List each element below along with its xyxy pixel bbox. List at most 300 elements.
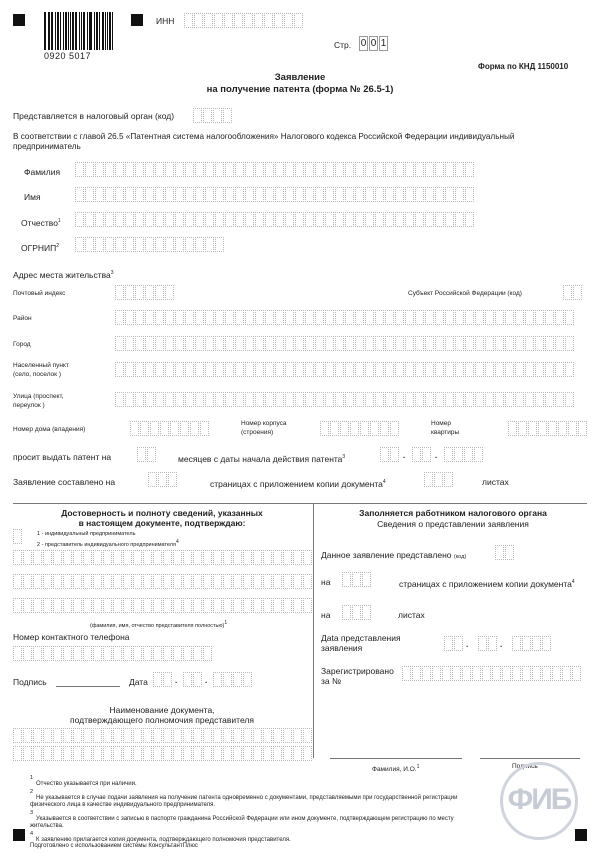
- entry-cell[interactable]: [225, 212, 234, 227]
- entry-cell[interactable]: [245, 310, 254, 325]
- entry-cell[interactable]: [243, 550, 252, 565]
- entry-cell[interactable]: [442, 666, 451, 681]
- entry-cell[interactable]: [215, 237, 224, 252]
- entry-cell[interactable]: [33, 550, 42, 565]
- entry-cell[interactable]: [303, 550, 312, 565]
- entry-cell[interactable]: [73, 550, 82, 565]
- entry-cell[interactable]: [283, 550, 292, 565]
- entry-cell[interactable]: [445, 162, 454, 177]
- entry-cell[interactable]: [273, 728, 282, 743]
- entry-cell[interactable]: [223, 574, 232, 589]
- entry-cell[interactable]: [303, 574, 312, 589]
- entry-cell[interactable]: [125, 392, 134, 407]
- entry-cell[interactable]: [103, 598, 112, 613]
- representative-fio-cells-3[interactable]: [13, 598, 313, 613]
- entry-cell[interactable]: [185, 162, 194, 177]
- entry-cell[interactable]: [528, 421, 537, 436]
- entry-cell[interactable]: [285, 162, 294, 177]
- entry-cell[interactable]: [455, 362, 464, 377]
- entry-cell[interactable]: [163, 574, 172, 589]
- entry-cell[interactable]: [295, 187, 304, 202]
- entry-cell[interactable]: [215, 362, 224, 377]
- entry-cell[interactable]: [225, 187, 234, 202]
- entry-cell[interactable]: [165, 237, 174, 252]
- entry-cell[interactable]: [185, 392, 194, 407]
- entry-cell[interactable]: [193, 598, 202, 613]
- entry-cell[interactable]: [195, 392, 204, 407]
- entry-cell[interactable]: [495, 392, 504, 407]
- entry-cell[interactable]: [345, 187, 354, 202]
- entry-cell[interactable]: [153, 646, 162, 661]
- submission-date-month-cells[interactable]: [478, 636, 498, 651]
- entry-cell[interactable]: [512, 666, 521, 681]
- entry-cell[interactable]: [435, 362, 444, 377]
- entry-cell[interactable]: [352, 572, 361, 587]
- entry-cell[interactable]: [193, 746, 202, 761]
- entry-cell[interactable]: [135, 237, 144, 252]
- entry-cell[interactable]: [385, 362, 394, 377]
- entry-cell[interactable]: [245, 212, 254, 227]
- entry-cell[interactable]: [214, 13, 223, 28]
- sheets-cells[interactable]: [424, 472, 454, 487]
- entry-cell[interactable]: [145, 336, 154, 351]
- entry-cell[interactable]: [213, 728, 222, 743]
- entry-cell[interactable]: [203, 728, 212, 743]
- entry-cell[interactable]: [335, 310, 344, 325]
- entry-cell[interactable]: [63, 728, 72, 743]
- entry-cell[interactable]: [225, 336, 234, 351]
- city-cells[interactable]: [115, 336, 575, 351]
- entry-cell[interactable]: [532, 636, 541, 651]
- entry-cell[interactable]: [255, 362, 264, 377]
- entry-cell[interactable]: [405, 392, 414, 407]
- entry-cell[interactable]: [285, 187, 294, 202]
- entry-cell[interactable]: [265, 362, 274, 377]
- entry-cell[interactable]: [83, 550, 92, 565]
- entry-cell[interactable]: [562, 666, 571, 681]
- entry-cell[interactable]: [283, 728, 292, 743]
- entry-cell[interactable]: [130, 421, 139, 436]
- entry-cell[interactable]: [535, 362, 544, 377]
- entry-cell[interactable]: [205, 362, 214, 377]
- entry-cell[interactable]: [175, 336, 184, 351]
- entry-cell[interactable]: [83, 728, 92, 743]
- entry-cell[interactable]: [325, 336, 334, 351]
- entry-cell[interactable]: [525, 336, 534, 351]
- entry-cell[interactable]: [305, 310, 314, 325]
- entry-cell[interactable]: [245, 336, 254, 351]
- entry-cell[interactable]: [335, 162, 344, 177]
- entry-cell[interactable]: [143, 746, 152, 761]
- entry-cell[interactable]: [223, 598, 232, 613]
- entry-cell[interactable]: [115, 212, 124, 227]
- entry-cell[interactable]: [474, 447, 483, 462]
- entry-cell[interactable]: [495, 336, 504, 351]
- entry-cell[interactable]: [495, 310, 504, 325]
- entry-cell[interactable]: [53, 728, 62, 743]
- entry-cell[interactable]: [185, 237, 194, 252]
- representative-fio-cells-2[interactable]: [13, 574, 313, 589]
- entry-cell[interactable]: [293, 550, 302, 565]
- entry-cell[interactable]: [515, 362, 524, 377]
- entry-cell[interactable]: [253, 574, 262, 589]
- entry-cell[interactable]: [183, 746, 192, 761]
- entry-cell[interactable]: [273, 550, 282, 565]
- entry-cell[interactable]: [445, 392, 454, 407]
- entry-cell[interactable]: [285, 362, 294, 377]
- entry-cell[interactable]: [145, 162, 154, 177]
- entry-cell[interactable]: [455, 310, 464, 325]
- entry-cell[interactable]: [43, 550, 52, 565]
- entry-cell[interactable]: [43, 728, 52, 743]
- sign-date-year-cells[interactable]: [213, 672, 253, 687]
- entry-cell[interactable]: [335, 336, 344, 351]
- entry-cell[interactable]: [105, 212, 114, 227]
- entry-cell[interactable]: [185, 362, 194, 377]
- entry-cell[interactable]: [203, 108, 212, 123]
- entry-cell[interactable]: [345, 212, 354, 227]
- entry-cell[interactable]: [125, 162, 134, 177]
- entry-cell[interactable]: [243, 598, 252, 613]
- entry-cell[interactable]: [380, 447, 389, 462]
- entry-cell[interactable]: [305, 187, 314, 202]
- entry-cell[interactable]: [195, 162, 204, 177]
- entry-cell[interactable]: [195, 237, 204, 252]
- entry-cell[interactable]: [335, 187, 344, 202]
- entry-cell[interactable]: [125, 285, 134, 300]
- entry-cell[interactable]: [155, 237, 164, 252]
- entry-cell[interactable]: [223, 728, 232, 743]
- officer-sheets-cells[interactable]: [342, 605, 372, 620]
- entry-cell[interactable]: [395, 310, 404, 325]
- entry-cell[interactable]: [264, 13, 273, 28]
- entry-cell[interactable]: [190, 421, 199, 436]
- entry-cell[interactable]: [385, 392, 394, 407]
- entry-cell[interactable]: [295, 212, 304, 227]
- entry-cell[interactable]: [263, 746, 272, 761]
- entry-cell[interactable]: [284, 13, 293, 28]
- entry-cell[interactable]: [365, 187, 374, 202]
- entry-cell[interactable]: [465, 392, 474, 407]
- entry-cell[interactable]: [385, 162, 394, 177]
- region-cells[interactable]: [563, 285, 583, 300]
- entry-cell[interactable]: [275, 362, 284, 377]
- entry-cell[interactable]: [83, 746, 92, 761]
- entry-cell[interactable]: [215, 392, 224, 407]
- entry-cell[interactable]: [103, 746, 112, 761]
- settlement-cells[interactable]: [115, 362, 575, 377]
- entry-cell[interactable]: [565, 310, 574, 325]
- entry-cell[interactable]: [535, 310, 544, 325]
- entry-cell[interactable]: [185, 310, 194, 325]
- entry-cell[interactable]: [195, 362, 204, 377]
- entry-cell[interactable]: [115, 336, 124, 351]
- entry-cell[interactable]: [115, 392, 124, 407]
- entry-cell[interactable]: [445, 336, 454, 351]
- entry-cell[interactable]: [285, 336, 294, 351]
- entry-cell[interactable]: [63, 574, 72, 589]
- entry-cell[interactable]: [153, 574, 162, 589]
- entry-cell[interactable]: [160, 421, 169, 436]
- entry-cell[interactable]: [345, 310, 354, 325]
- entry-cell[interactable]: [105, 187, 114, 202]
- entry-cell[interactable]: [33, 574, 42, 589]
- entry-cell[interactable]: [155, 392, 164, 407]
- entry-cell[interactable]: [93, 598, 102, 613]
- entry-cell[interactable]: [375, 362, 384, 377]
- entry-cell[interactable]: [155, 362, 164, 377]
- entry-cell[interactable]: [542, 636, 551, 651]
- entry-cell[interactable]: [125, 362, 134, 377]
- entry-cell[interactable]: [285, 310, 294, 325]
- entry-cell[interactable]: [462, 666, 471, 681]
- entry-cell[interactable]: [140, 421, 149, 436]
- entry-cell[interactable]: [444, 636, 453, 651]
- entry-cell[interactable]: [434, 472, 443, 487]
- entry-cell[interactable]: [482, 666, 491, 681]
- entry-cell[interactable]: [215, 212, 224, 227]
- entry-cell[interactable]: [223, 550, 232, 565]
- entry-cell[interactable]: [335, 362, 344, 377]
- entry-cell[interactable]: [235, 362, 244, 377]
- entry-cell[interactable]: [325, 187, 334, 202]
- entry-cell[interactable]: [23, 746, 32, 761]
- entry-cell[interactable]: [385, 310, 394, 325]
- entry-cell[interactable]: [165, 362, 174, 377]
- entry-cell[interactable]: [325, 162, 334, 177]
- entry-cell[interactable]: [133, 646, 142, 661]
- entry-cell[interactable]: [155, 285, 164, 300]
- entry-cell[interactable]: [265, 310, 274, 325]
- street-cells[interactable]: [115, 392, 575, 407]
- entry-cell[interactable]: [233, 598, 242, 613]
- entry-cell[interactable]: [103, 550, 112, 565]
- entry-cell[interactable]: [424, 472, 433, 487]
- entry-cell[interactable]: [295, 310, 304, 325]
- entry-cell[interactable]: [435, 187, 444, 202]
- entry-cell[interactable]: [375, 336, 384, 351]
- entry-cell[interactable]: [350, 421, 359, 436]
- entry-cell[interactable]: [565, 392, 574, 407]
- entry-cell[interactable]: [415, 362, 424, 377]
- entry-cell[interactable]: [193, 728, 202, 743]
- entry-cell[interactable]: [390, 447, 399, 462]
- entry-cell[interactable]: [175, 310, 184, 325]
- start-date-month-cells[interactable]: [412, 447, 432, 462]
- entry-cell[interactable]: [163, 598, 172, 613]
- entry-cell[interactable]: [265, 162, 274, 177]
- entry-cell[interactable]: [163, 672, 172, 687]
- entry-cell[interactable]: [315, 362, 324, 377]
- entry-cell[interactable]: [305, 212, 314, 227]
- entry-cell[interactable]: [103, 646, 112, 661]
- entry-cell[interactable]: [573, 285, 582, 300]
- entry-cell[interactable]: [83, 598, 92, 613]
- entry-cell[interactable]: [275, 336, 284, 351]
- entry-cell[interactable]: [325, 392, 334, 407]
- entry-cell[interactable]: [53, 746, 62, 761]
- entry-cell[interactable]: [495, 545, 504, 560]
- entry-cell[interactable]: [135, 362, 144, 377]
- entry-cell[interactable]: [213, 574, 222, 589]
- building-cells[interactable]: [320, 421, 400, 436]
- entry-cell[interactable]: [395, 187, 404, 202]
- entry-cell[interactable]: [145, 187, 154, 202]
- entry-cell[interactable]: [365, 310, 374, 325]
- entry-cell[interactable]: [175, 162, 184, 177]
- entry-cell[interactable]: [145, 212, 154, 227]
- entry-cell[interactable]: [137, 447, 146, 462]
- entry-cell[interactable]: [63, 550, 72, 565]
- entry-cell[interactable]: [133, 746, 142, 761]
- entry-cell[interactable]: [147, 447, 156, 462]
- entry-cell[interactable]: [85, 162, 94, 177]
- entry-cell[interactable]: [123, 728, 132, 743]
- entry-cell[interactable]: [13, 746, 22, 761]
- surname-cells[interactable]: [75, 162, 475, 177]
- entry-cell[interactable]: [502, 666, 511, 681]
- entry-cell[interactable]: [405, 336, 414, 351]
- entry-cell[interactable]: [412, 666, 421, 681]
- entry-cell[interactable]: [552, 666, 561, 681]
- entry-cell[interactable]: [234, 13, 243, 28]
- entry-cell[interactable]: [123, 598, 132, 613]
- entry-cell[interactable]: [175, 237, 184, 252]
- entry-cell[interactable]: [163, 728, 172, 743]
- entry-cell[interactable]: [365, 162, 374, 177]
- entry-cell[interactable]: [185, 336, 194, 351]
- house-cells[interactable]: [130, 421, 210, 436]
- entry-cell[interactable]: [225, 392, 234, 407]
- entry-cell[interactable]: [205, 336, 214, 351]
- entry-cell[interactable]: [465, 187, 474, 202]
- entry-cell[interactable]: [233, 728, 242, 743]
- entry-cell[interactable]: [105, 237, 114, 252]
- entry-cell[interactable]: [205, 187, 214, 202]
- entry-cell[interactable]: [545, 310, 554, 325]
- entry-cell[interactable]: [425, 392, 434, 407]
- doc-name-cells-2[interactable]: [13, 746, 313, 761]
- entry-cell[interactable]: [265, 212, 274, 227]
- entry-cell[interactable]: [205, 310, 214, 325]
- entry-cell[interactable]: [254, 13, 263, 28]
- entry-cell[interactable]: [185, 212, 194, 227]
- entry-cell[interactable]: [375, 212, 384, 227]
- entry-cell[interactable]: [432, 666, 441, 681]
- entry-cell[interactable]: [244, 13, 253, 28]
- entry-cell[interactable]: [345, 392, 354, 407]
- entry-cell[interactable]: [315, 392, 324, 407]
- entry-cell[interactable]: [113, 550, 122, 565]
- entry-cell[interactable]: [23, 598, 32, 613]
- entry-cell[interactable]: [422, 447, 431, 462]
- entry-cell[interactable]: [223, 672, 232, 687]
- entry-cell[interactable]: [265, 392, 274, 407]
- entry-cell[interactable]: [113, 598, 122, 613]
- entry-cell[interactable]: [508, 421, 517, 436]
- officer-sign-line[interactable]: [480, 758, 580, 759]
- entry-cell[interactable]: [315, 162, 324, 177]
- entry-cell[interactable]: [243, 574, 252, 589]
- entry-cell[interactable]: [23, 646, 32, 661]
- entry-cell[interactable]: [283, 598, 292, 613]
- entry-cell[interactable]: [325, 362, 334, 377]
- entry-cell[interactable]: [342, 572, 351, 587]
- entry-cell[interactable]: [415, 392, 424, 407]
- entry-cell[interactable]: [385, 212, 394, 227]
- entry-cell[interactable]: [33, 646, 42, 661]
- entry-cell[interactable]: [73, 598, 82, 613]
- entry-cell[interactable]: [548, 421, 557, 436]
- entry-cell[interactable]: [73, 746, 82, 761]
- entry-cell[interactable]: [85, 187, 94, 202]
- ogrnip-cells[interactable]: [75, 237, 225, 252]
- entry-cell[interactable]: [444, 472, 453, 487]
- entry-cell[interactable]: [13, 598, 22, 613]
- entry-cell[interactable]: [223, 746, 232, 761]
- entry-cell[interactable]: [425, 310, 434, 325]
- entry-cell[interactable]: [295, 392, 304, 407]
- entry-cell[interactable]: [185, 187, 194, 202]
- entry-cell[interactable]: [255, 392, 264, 407]
- entry-cell[interactable]: [415, 212, 424, 227]
- entry-cell[interactable]: [158, 472, 167, 487]
- entry-cell[interactable]: [23, 550, 32, 565]
- entry-cell[interactable]: [135, 187, 144, 202]
- entry-cell[interactable]: [183, 574, 192, 589]
- entry-cell[interactable]: [213, 746, 222, 761]
- entry-cell[interactable]: [173, 746, 182, 761]
- entry-cell[interactable]: [23, 574, 32, 589]
- entry-cell[interactable]: [263, 574, 272, 589]
- officer-fio-line[interactable]: [330, 758, 462, 759]
- entry-cell[interactable]: [183, 728, 192, 743]
- entry-cell[interactable]: [415, 310, 424, 325]
- entry-cell[interactable]: [235, 162, 244, 177]
- entry-cell[interactable]: [293, 598, 302, 613]
- entry-cell[interactable]: [293, 728, 302, 743]
- entry-cell[interactable]: [245, 162, 254, 177]
- entry-cell[interactable]: [475, 310, 484, 325]
- entry-cell[interactable]: [85, 212, 94, 227]
- entry-cell[interactable]: [95, 187, 104, 202]
- entry-cell[interactable]: [342, 605, 351, 620]
- entry-cell[interactable]: [173, 550, 182, 565]
- entry-cell[interactable]: [115, 285, 124, 300]
- entry-cell[interactable]: [315, 187, 324, 202]
- entry-cell[interactable]: [325, 212, 334, 227]
- entry-cell[interactable]: [515, 392, 524, 407]
- entry-cell[interactable]: [203, 574, 212, 589]
- entry-cell[interactable]: [93, 550, 102, 565]
- entry-cell[interactable]: [200, 421, 209, 436]
- entry-cell[interactable]: [275, 392, 284, 407]
- entry-cell[interactable]: [215, 162, 224, 177]
- entry-cell[interactable]: [203, 746, 212, 761]
- entry-cell[interactable]: [464, 447, 473, 462]
- entry-cell[interactable]: [452, 666, 461, 681]
- entry-cell[interactable]: [225, 362, 234, 377]
- entry-cell[interactable]: [375, 187, 384, 202]
- entry-cell[interactable]: [203, 550, 212, 565]
- entry-cell[interactable]: [204, 13, 213, 28]
- entry-cell[interactable]: [335, 212, 344, 227]
- entry-cell[interactable]: [195, 310, 204, 325]
- entry-cell[interactable]: [542, 666, 551, 681]
- entry-cell[interactable]: [395, 162, 404, 177]
- entry-cell[interactable]: [165, 310, 174, 325]
- entry-cell[interactable]: [13, 574, 22, 589]
